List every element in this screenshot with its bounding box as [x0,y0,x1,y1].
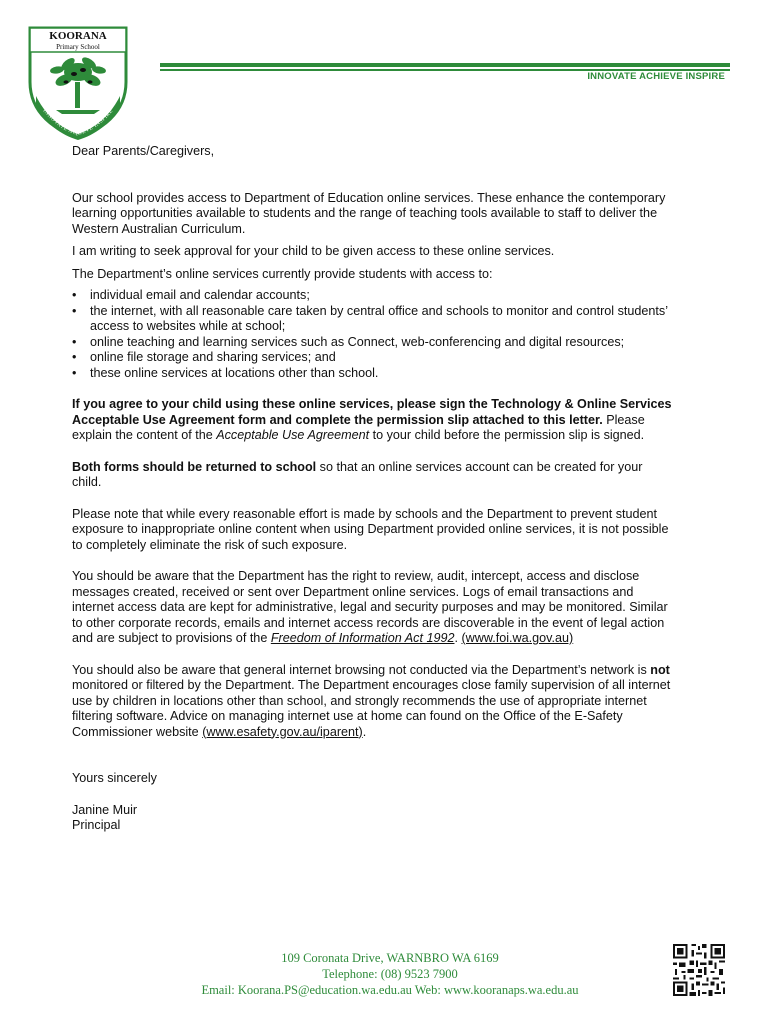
list-item: • online file storage and sharing services; and [90,350,672,366]
rights-text: You should be aware that the Department has the right to review, audit, intercept, access and disclose messages created, received or sent over Department online services. Logs of email transactions and internet access data are kept for administrative, legal and security purposes and may be monitored. Similar to other corporate records, emails and internet access records are discoverable in the event of legal action and are subject to provisions of the [72,569,668,645]
salutation: Dear Parents/Caregivers, [72,144,215,158]
foi-website-link[interactable]: (www.foi.wa.gov.au) [461,631,574,645]
footer-contact: Email: Koorana.PS@education.wa.edu.au Web: www.kooranaps.wa.edu.au [201,983,579,997]
letter-body [72,144,672,834]
qr-code-icon[interactable] [673,944,725,996]
browsing-text-cont: monitored or filtered by the Department. The Department encourages close family supervision of all internet use by children in locations other than school, and strongly recommends the use of appropriate internet filtering software. Advice on managing internet use at home can found on the Office of the E-Safety Commissioner website [72,678,671,739]
closing: Yours sincerely [72,771,157,785]
list-item: • these online services at locations other than school. [90,366,672,382]
paragraph-exposure-note: Please note that while every reasonable effort is made by schools and the Department to prevent student exposure to inappropriate online content when using Department provided online services, it is not possible to completely eliminate the risk of such exposure. [72,506,669,552]
browsing-text: You should also be aware that general internet browsing not conducted via the Department’s network is [72,662,651,677]
rights-punctuation: . [454,631,462,645]
services-list [72,288,672,381]
footer-phone: Telephone: (08) 9523 7900 [322,967,458,981]
return-forms-bold: Both forms should be returned to school [72,459,317,474]
foi-act-title: Freedom of Information Act 1992 [270,631,455,645]
signer-title: Principal [72,818,121,832]
school-motto: INNOVATE ACHIEVE INSPIRE [587,71,725,82]
paragraph-department-rights [72,569,672,647]
header-rule-thick [160,63,730,67]
crest-school-name: KOORANA [49,30,107,42]
agreement-text: Please explain the content of the [72,412,645,442]
agreement-italic-title: Acceptable Use Agreement [216,428,370,442]
crest-ribbon-text: INNOVATE ACHIEVE INSPIRE [41,108,115,138]
agreement-bold-text: If you agree to your child using these online services, please sign the Technology & Online Services Acceptable Use Agreement form and complete the permission slip attached to this letter. [72,397,672,427]
paragraph-services-intro: The Department’s online services currently provide students with access to: [72,266,493,281]
list-item: • individual email and calendar accounts; [90,288,672,304]
agreement-text-end: to your child before the permission slip is signed. [369,428,645,442]
paragraph-intro: Our school provides access to Department of Education online services. These enhance the contemporary learning opportunities available to students and the range of teaching tools available to staff to deliver the Western Australian Curriculum. [72,190,666,236]
footer-address: 109 Coronata Drive, WARNBRO WA 6169 [281,951,499,965]
list-item: • the internet, with all reasonable care taken by central office and schools to monitor and control students’ access to websites while at school; [90,304,672,335]
school-crest-logo [26,24,130,140]
browsing-end: . [362,724,367,739]
browsing-bold-not: not [650,662,670,677]
paragraph-return-forms [72,460,672,491]
crest-school-subtitle: Primary School [56,43,100,51]
esafety-website-link[interactable]: (www.esafety.gov.au/iparent) [202,724,363,739]
letter-footer [140,950,640,998]
return-forms-text: so that an online services account can be created for your child. [72,459,643,489]
list-item: • online teaching and learning services such as Connect, web-conferencing and digital resources; [90,335,672,351]
paragraph-approval-request: I am writing to seek approval for your child to be given access to these online services. [72,244,555,258]
paragraph-agreement [72,397,672,444]
paragraph-home-browsing [72,663,672,741]
signer-name: Janine Muir [72,802,138,817]
